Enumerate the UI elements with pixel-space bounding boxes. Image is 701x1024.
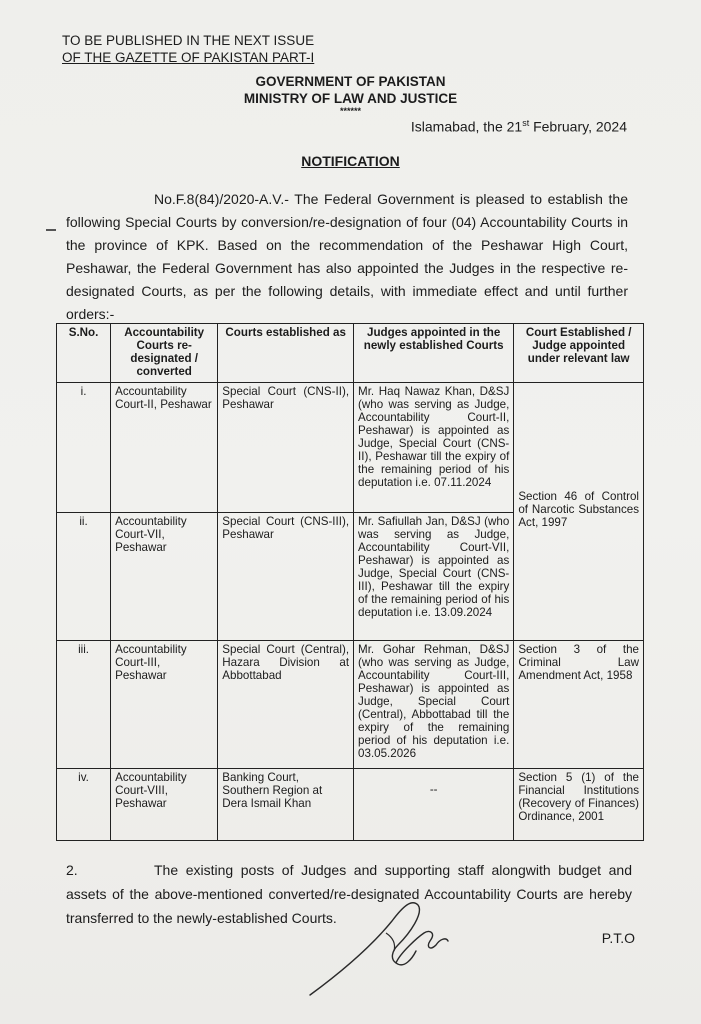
row-judge: Mr. Haq Nawaz Khan, D&SJ (who was serving as Judge, Accountability Court-II, Peshawar) is appointed as Judge, Special Court (CNS-II), Peshawar till the expiry of the remaining period of his deputation i.e. 07.11.2024 [354,383,514,513]
notification-title: NOTIFICATION [301,153,400,169]
row-judge: Mr. Gohar Rehman, D&SJ (who was serving as Judge, Accountability Court-III, Peshawar) is appointed as Judge, Special Court (Central), Abbottabad till the expiry of the remaining period of his deputation i.e. 03.05.2026 [354,641,514,769]
row-established-as: Special Court (CNS-II), Peshawar [218,383,354,513]
pto-label: P.T.O [601,930,635,946]
margin-mark [46,229,56,231]
table-row [57,641,644,769]
letterhead [0,73,701,116]
row-established-as: Banking Court, Southern Region at Dera Ismail Khan [218,769,354,841]
paragraph-1 [66,188,628,326]
paragraph-2-text: The existing posts of Judges and supporting staff alongwith budget and assets of the above-mentioned converted/re-designated Accountability Courts are hereby transferred to the newly-established Courts. [66,862,632,926]
signature [300,893,450,1003]
date-suffix: February, 2024 [529,118,627,135]
row-established-as: Special Court (CNS-III), Peshawar [218,513,354,641]
date-prefix: Islamabad, the 21 [410,118,523,135]
row-accountability-court: Accountability Court-VII, Peshawar [111,513,218,641]
gazette-note [62,32,314,66]
row-law: Section 46 of Control of Narcotic Substances Act, 1997 [514,383,644,641]
row-accountability-court: Accountability Court-II, Peshawar [111,383,218,513]
header-accountability-court: Accountability Courts re-designated / converted [111,324,218,383]
header-established-as: Courts established as [218,324,354,383]
row-accountability-court: Accountability Court-III, Peshawar [111,641,218,769]
paragraph-1-text: No.F.8(84)/2020-A.V.- The Federal Government is pleased to establish the following Special Courts by conversion/re-designation of four (04) Accountability Courts in the province of KPK. Based on the recommendation of the Peshawar High Court, Peshawar, the Federal Government has also appointed the Judges in the respective re-designated Courts, as per the following details, with immediate effect and until further orders:- [66,191,628,322]
row-accountability-court: Accountability Court-VIII, Peshawar [111,769,218,841]
row-judge: Mr. Safiullah Jan, D&SJ (who was serving as Judge, Accountability Court-VII, Peshawar) is appointed as Judge, Special Court (CNS-III), Peshawar till the expiry of the remaining period of his deputation i.e. 13.09.2024 [354,513,514,641]
row-law: Section 3 of the Criminal Law Amendment Act, 1958 [514,641,644,769]
row-sno: iv. [57,769,111,841]
separator-stars: ****** [339,106,361,116]
courts-table [56,323,644,841]
table-row [57,383,644,513]
government-name: GOVERNMENT OF PAKISTAN [255,74,446,89]
dateline [411,118,627,135]
header-judges: Judges appointed in the newly established Courts [354,324,514,383]
date-ordinal: st [522,118,530,128]
header-sno: S.No. [57,324,111,383]
header-law: Court Established / Judge appointed under relevant law [514,324,644,383]
paragraph-2-number: 2. [66,862,78,878]
row-sno: ii. [57,513,111,641]
table-row [57,769,644,841]
row-law: Section 5 (1) of the Financial Institutions (Recovery of Finances) Ordinance, 2001 [514,769,644,841]
row-sno: iii. [57,641,111,769]
table-header-row [57,324,644,383]
row-judge: -- [354,769,514,841]
ministry-name: MINISTRY OF LAW AND JUSTICE [243,91,458,106]
gazette-line-2: OF THE GAZETTE OF PAKISTAN PART-I [62,50,315,65]
row-sno: i. [57,383,111,513]
gazette-line-1: TO BE PUBLISHED IN THE NEXT ISSUE [62,33,315,48]
row-established-as: Special Court (Central), Hazara Division at Abbottabad [218,641,354,769]
